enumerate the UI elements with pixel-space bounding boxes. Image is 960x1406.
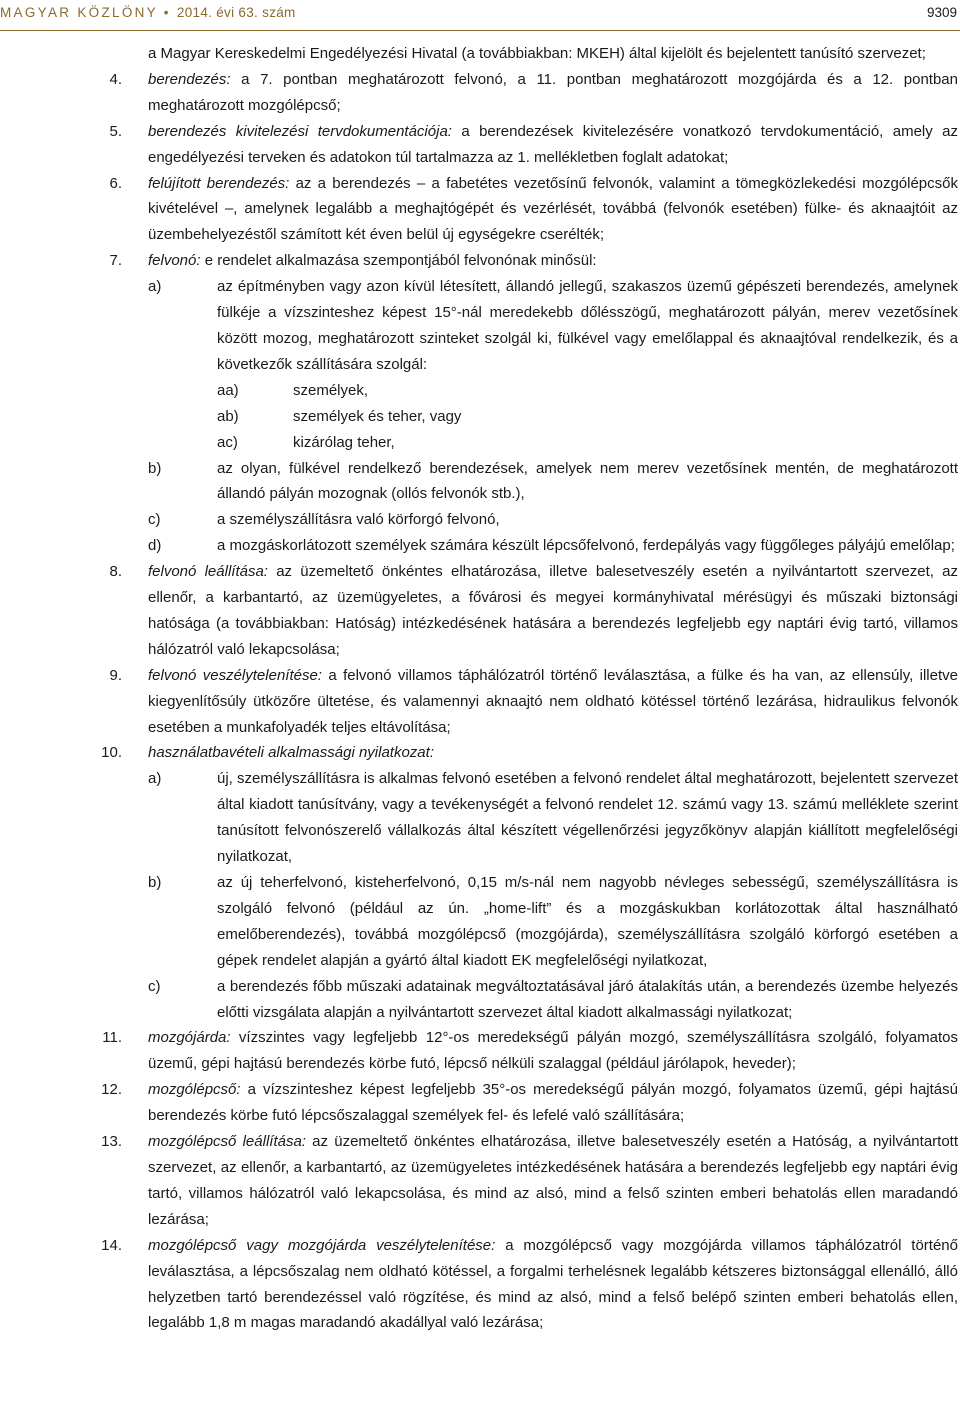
sub-sub-item-label: ab) [217, 407, 239, 425]
item-number: 10. [101, 744, 122, 762]
item-number: 13. [101, 1133, 122, 1151]
definition-item [101, 1077, 958, 1129]
defined-term: mozgólépcső vagy mozgójárda veszélytelenítése: [148, 1236, 496, 1254]
definition-text: a berendezések kivitelezésére vonatkozó tervdokumentáció, amely az engedélyezési terveken és adatokon túl tartalmazza az 1. mellékletben foglalt adatokat; [148, 122, 958, 166]
defined-term: használatbavételi alkalmassági nyilatkozat: [148, 744, 434, 762]
item-number: 14. [101, 1236, 122, 1254]
definition-item [109, 119, 958, 171]
page-header [0, 0, 960, 32]
sub-item-text: új, személyszállításra is alkalmas felvonó esetében a felvonó rendelet által meghatározott, bejelentett szervezet által kiadott tanúsítvány, vagy a tevékenységét a felvonó rendelet 12. számú vagy 13. számú melléklete szerint tanúsított felvonószerelő vállalkozás által készített végellenőrzési jegyzőkönyv alapján kiállított megfelelőségi nyilatkozat, [217, 770, 958, 866]
bullet-separator: • [163, 5, 171, 20]
item-number: 7. [109, 252, 122, 270]
defined-term: felvonó: [148, 252, 201, 270]
definition-text: a Magyar Kereskedelmi Engedélyezési Hivatal (a továbbiakban: MKEH) által kijelölt és bejelentett tanúsító szervezet; [148, 45, 926, 62]
definition-item [109, 67, 958, 119]
sub-item [148, 533, 958, 559]
definition-item [109, 171, 958, 249]
sub-sub-item-text: kizárólag teher, [293, 433, 395, 451]
item-number: 8. [109, 563, 122, 581]
definition-text: az a berendezés – a fabetétes vezetősínű felvonók, valamint a tömegközlekedési mozgólépcsők kivételével –, amelynek legalább a meghajtógépét és vezérlését, továbbá (felvonók esetében) fülke- és aknaajtóit az üzembehelyezéstől számított két éven belül új egységekre cserélték; [148, 174, 958, 244]
sub-item-label: c) [148, 511, 161, 529]
sub-sub-item-text: személyek és teher, vagy [293, 407, 462, 425]
sub-sub-item [217, 430, 960, 456]
sub-item-label: a) [148, 770, 162, 788]
sub-sub-item-label: aa) [217, 381, 239, 399]
sub-item-label: d) [148, 537, 162, 555]
sub-item-text: az olyan, fülkével rendelkező berendezések, amelyek nem merev vezetősínek mentén, de meghatározott állandó pályán mozognak (ollós felvonók stb.), [217, 459, 958, 503]
sub-item-text: a mozgáskorlátozott személyek számára készült lépcsőfelvonó, ferdepályás vagy függőleges pályájú emelőlap; [217, 537, 955, 555]
definition-text: az üzemeltető önkéntes elhatározása, illetve balesetveszély esetén a Hatóság, a nyilvántartott szervezet, az ellenőr, a karbantartó, az üzemügyeletes intézkedésének hatására a berendezés legfeljebb egy naptári évig tartó, villamos hálózatról való lekapcsolása, és mind az alsó, mind a felső szinten emberi behatolás ellen maradandó lezárása; [148, 1133, 959, 1228]
defined-term: felújított berendezés: [148, 174, 290, 192]
running-head [0, 5, 296, 20]
sub-sub-item-text: személyek, [293, 381, 369, 399]
definition-item [109, 248, 958, 274]
item-number: 6. [109, 174, 122, 192]
definition-item [148, 41, 958, 67]
item-number: 4. [109, 70, 122, 88]
journal-title: MAGYAR KÖZLÖNY [0, 5, 158, 20]
definition-text: a vízszinteshez képest legfeljebb 35°-os meredekségű pályán mozgó, folyamatos üzemű, gépi hajtású berendezés körbe futó lépcsőszalaggal személyek fel- és lefelé való szállítására; [148, 1081, 958, 1125]
sub-item-label: a) [148, 278, 162, 296]
sub-sub-item-label: ac) [217, 433, 238, 451]
definition-item [101, 740, 958, 766]
definition-item [101, 1233, 958, 1337]
sub-item-text: az új teherfelvonó, kisteherfelvonó, 0,15 m/s-nál nem nagyobb névleges sebességű, személyszállításra is szolgáló felvonó (például az ún. „home-lift” és a mozgáskukban korlátozottak által használható emelőberendezés), továbbá mozgólépcső (mozgójárda), személyszállításra szolgáló körforgó esetében a gépek rendelet alapján a gyártó által kiadott EK megfelelőségi nyilatkozat, [217, 874, 958, 969]
sub-sub-item [217, 378, 960, 404]
defined-term: felvonó veszélytelenítése: [148, 666, 322, 684]
definition-item [101, 1129, 959, 1233]
definition-item [109, 663, 958, 741]
sub-item [148, 274, 958, 378]
document-body [0, 41, 960, 1336]
defined-term: berendezés: [148, 70, 231, 88]
sub-item-label: b) [148, 459, 162, 477]
defined-term: felvonó leállítása: [148, 563, 268, 581]
issue-label: 2014. évi 63. szám [176, 5, 296, 20]
item-number: 9. [109, 666, 122, 684]
sub-item-label: b) [148, 874, 162, 891]
item-number: 5. [109, 122, 122, 140]
sub-item-label: c) [148, 977, 161, 995]
definition-text: a felvonó villamos táphálózatról történő leválasztása, a fülke és ha van, az ellensúly, illetve kiegyenlítősúly ütközőre ültetése, és valamennyi aknaajtó nem oldható kötéssel történő lezárása, hidraulikus felvonók esetében a munkafolyadék teljes eltávolítása; [148, 666, 958, 736]
sub-item-text: a berendezés főbb műszaki adatainak megváltoztatásával járó átalakítás után, a berendezés üzembe helyezés előtti vizsgálata alapján a nyilvántartott szervezet által kiadott alkalmassági nyilatkozat; [217, 977, 958, 1021]
defined-term: mozgólépcső: [148, 1081, 241, 1099]
sub-item [148, 456, 958, 508]
page-number: 9309 [926, 5, 957, 20]
item-number: 11. [102, 1029, 122, 1047]
definition-text: az üzemeltető önkéntes elhatározása, illetve balesetveszély esetén a nyilvántartott szervezet, az ellenőr, a karbantartó, az üzemügyeletes, a fővárosi és megyei kormányhivatal mérésügyi és műszaki biztonsági hatósága (a továbbiakban: Hatóság) intézkedésének hatására a berendezés legfeljebb egy naptári évig tartó, villamos hálózatról való lekapcsolása; [148, 563, 958, 658]
sub-item [148, 766, 958, 870]
defined-term: berendezés kivitelezési tervdokumentációja: [148, 122, 452, 140]
sub-item-text: a személyszállításra való körforgó felvonó, [217, 511, 500, 529]
definition-text: a 7. pontban meghatározott felvonó, a 11. pontban meghatározott mozgójárda és a 12. pontban meghatározott mozgólépcső; [148, 70, 958, 114]
defined-term: mozgójárda: [148, 1029, 231, 1047]
definition-text: a mozgólépcső vagy mozgójárda villamos táphálózatról történő leválasztása, a lépcsőszalag nem oldható kötéssel, a forgalmi terhelésnek legalább kétszeres biztonsággal ellenálló, álló helyzetben tartó berendezéssel való rögzítése, és mind az alsó, mind a felső belépő szinten emberi behatolás ellen, legalább 1,8 m magas maradandó akadállyal való lezárása; [148, 1236, 958, 1332]
header-rule [0, 30, 960, 31]
definition-item [109, 559, 958, 663]
sub-item [148, 870, 958, 974]
definition-item [102, 1025, 958, 1077]
definition-text: e rendelet alkalmazása szempontjából felvonónak minősül: [200, 252, 597, 270]
definition-text: vízszintes vagy legfeljebb 12°-os meredekségű pályán mozgó, személyszállításra szolgáló, folyamatos üzemű, gépi hajtású berendezés körbe futó, lépcső nélküli szalaggal (például járólapok, heveder); [148, 1029, 958, 1073]
sub-item-text: az építményben vagy azon kívül létesített, állandó jellegű, szakaszos üzemű gépészeti berendezés, amelynek fülkéje a vízszinteshez képest 15°-nál meredekebb dőlésszögű, meghatározott pályán, merev vezetősínek között mozog, meghatározott szinteket szolgál ki, fülkével vagy emelőlappal és aknaajtóval rendelkezik, és a következők szállítására szolgál: [217, 278, 958, 373]
sub-item [148, 974, 958, 1026]
defined-term: mozgólépcső leállítása: [148, 1133, 306, 1151]
sub-item [148, 507, 958, 533]
sub-sub-item [217, 404, 960, 430]
item-number: 12. [101, 1081, 122, 1099]
